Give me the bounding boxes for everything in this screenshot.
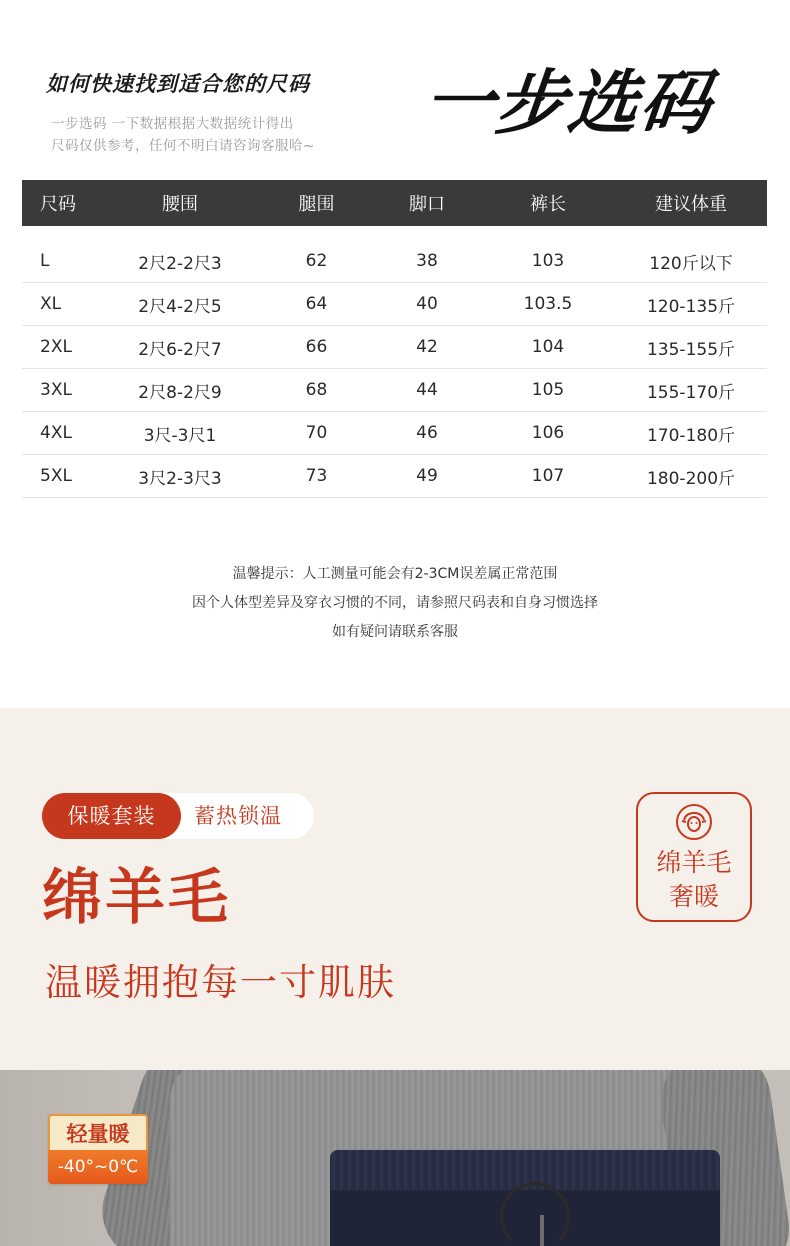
- guide-subtext-line1: 一步选码 一下数据根据大数据统计得出: [51, 116, 294, 132]
- table-row: [22, 412, 767, 455]
- header-size: 尺码: [40, 194, 76, 215]
- table-row: [22, 455, 767, 498]
- cell-hem: 40: [416, 294, 438, 314]
- header-weight: 建议体重: [655, 194, 727, 215]
- cell-waist: 3尺2-3尺3: [138, 468, 222, 489]
- table-row: [22, 240, 767, 283]
- tag-heat-lock: 蓄热锁温: [194, 804, 282, 828]
- cell-thigh: 73: [305, 466, 328, 486]
- header-length: 裤长: [530, 194, 566, 215]
- cell-size: 4XL: [40, 423, 72, 443]
- cell-size: XL: [40, 294, 62, 314]
- tip-line2: 因个人体型差异及穿衣习惯的不同，请参照尺码表和自身习惯选择: [192, 595, 598, 611]
- cell-weight: 170-180斤: [646, 425, 736, 446]
- promo-title: 绵羊毛: [42, 863, 231, 933]
- drawstring-tail: [540, 1215, 544, 1246]
- cell-waist: 3尺-3尺1: [143, 425, 217, 446]
- cell-thigh: 70: [305, 423, 328, 443]
- cell-size: 5XL: [40, 466, 72, 486]
- cell-weight: 135-155斤: [646, 339, 736, 360]
- cell-length: 107: [531, 466, 565, 486]
- cell-thigh: 64: [305, 294, 328, 314]
- cell-size: L: [40, 251, 50, 271]
- cell-weight: 120斤以下: [649, 253, 733, 274]
- cell-hem: 38: [416, 251, 438, 271]
- table-row: [22, 283, 767, 326]
- cell-hem: 46: [416, 423, 438, 443]
- cell-size: 2XL: [40, 337, 72, 357]
- wool-promo-section: [0, 708, 790, 1070]
- tip-line3: 如有疑问请联系客服: [332, 624, 458, 640]
- cell-thigh: 66: [305, 337, 328, 357]
- measurement-tips: [0, 560, 790, 647]
- promo-subtitle: 温暖拥抱每一寸肌肤: [45, 961, 396, 1004]
- drawstring: [500, 1182, 570, 1246]
- cell-length: 104: [531, 337, 565, 357]
- lightweight-warm-badge: [48, 1114, 148, 1184]
- cell-hem: 44: [416, 380, 438, 400]
- header-thigh: 腿围: [298, 194, 335, 215]
- cell-weight: 120-135斤: [646, 296, 736, 317]
- wool-badge: [636, 792, 752, 922]
- cell-length: 103: [531, 251, 565, 271]
- one-step-title: 一步选码: [419, 62, 717, 144]
- cell-weight: 180-200斤: [646, 468, 736, 489]
- cell-size: 3XL: [40, 380, 72, 400]
- cell-waist: 2尺6-2尺7: [138, 339, 222, 360]
- guide-subtext-line2: 尺码仅供参考，任何不明白请咨询客服哈~: [51, 138, 315, 154]
- warm-label: 轻量暖: [48, 1114, 148, 1150]
- cell-thigh: 62: [305, 251, 328, 271]
- size-table: [22, 180, 767, 498]
- guide-heading: 如何快速找到适合您的尺码: [46, 72, 310, 96]
- cell-waist: 2尺4-2尺5: [138, 296, 222, 317]
- badge-line1: 绵羊毛: [656, 848, 732, 877]
- cell-hem: 49: [416, 466, 438, 486]
- cell-thigh: 68: [305, 380, 328, 400]
- cell-length: 103.5: [523, 294, 573, 314]
- cell-waist: 2尺2-2尺3: [138, 253, 222, 274]
- tip-line1: 温馨提示：人工测量可能会有2-3CM误差属正常范围: [232, 566, 558, 582]
- cell-waist: 2尺8-2尺9: [138, 382, 222, 403]
- header-waist: 腰围: [162, 194, 198, 215]
- size-table-header: [22, 180, 767, 226]
- cell-length: 105: [531, 380, 565, 400]
- tag-thermal-set: 保暖套装: [42, 793, 181, 839]
- size-table-body: [22, 240, 767, 498]
- badge-line2: 奢暖: [668, 882, 719, 911]
- header-hem: 脚口: [409, 194, 445, 215]
- table-row: [22, 369, 767, 412]
- cell-weight: 155-170斤: [646, 382, 736, 403]
- temperature-range: -40°~0℃: [48, 1150, 148, 1184]
- product-photo: [0, 1070, 790, 1246]
- sheep-icon: [674, 802, 714, 842]
- cell-hem: 42: [416, 337, 438, 357]
- cell-length: 106: [531, 423, 565, 443]
- table-row: [22, 326, 767, 369]
